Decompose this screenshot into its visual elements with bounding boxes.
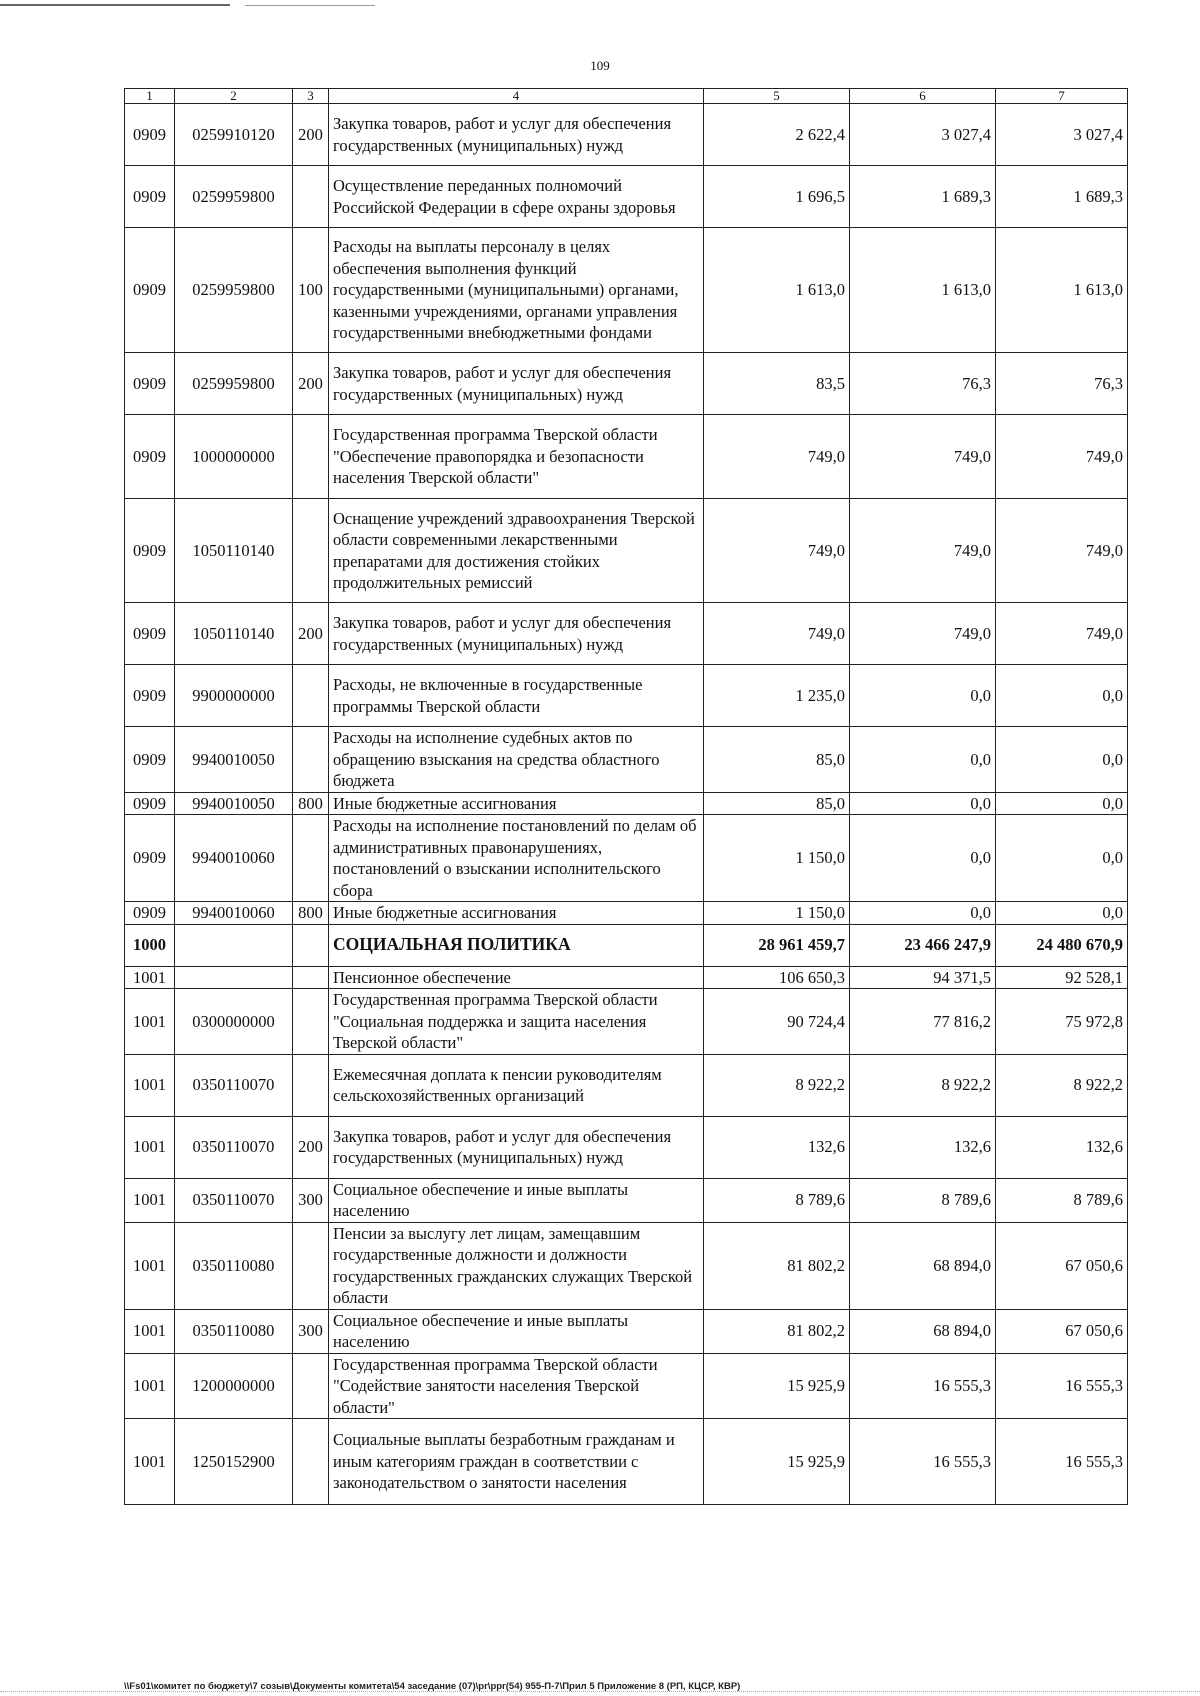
target-code-cell: 1050110140 xyxy=(175,499,293,603)
section-code-cell: 0909 xyxy=(125,228,175,353)
target-code-cell: 0350110070 xyxy=(175,1116,293,1178)
amount-col7-cell: 16 555,3 xyxy=(996,1419,1128,1505)
target-code-cell: 0259959800 xyxy=(175,166,293,228)
target-code-cell: 0259910120 xyxy=(175,104,293,166)
section-code-cell: 1001 xyxy=(125,1178,175,1222)
amount-col6-cell: 23 466 247,9 xyxy=(850,924,996,966)
amount-col6-cell: 16 555,3 xyxy=(850,1419,996,1505)
target-code-cell: 0350110070 xyxy=(175,1054,293,1116)
amount-col6-cell: 76,3 xyxy=(850,353,996,415)
amount-col6-cell: 749,0 xyxy=(850,499,996,603)
description-cell: Иные бюджетные ассигнования xyxy=(329,792,704,815)
section-code-cell: 0909 xyxy=(125,603,175,665)
description-cell: Закупка товаров, работ и услуг для обеспечения государственных (муниципальных) нужд xyxy=(329,104,704,166)
section-code-cell: 0909 xyxy=(125,415,175,499)
expense-type-cell: 800 xyxy=(293,902,329,925)
target-code-cell: 0350110080 xyxy=(175,1222,293,1309)
amount-col7-cell: 0,0 xyxy=(996,815,1128,902)
table-row xyxy=(125,1178,1128,1222)
scan-bottom-line xyxy=(0,1691,1200,1692)
expense-type-cell: 100 xyxy=(293,228,329,353)
amount-col6-cell: 1 689,3 xyxy=(850,166,996,228)
description-cell: Расходы на исполнение судебных актов по обращению взыскания на средства областного бюджета xyxy=(329,727,704,793)
expense-type-cell: 200 xyxy=(293,353,329,415)
amount-col7-cell: 0,0 xyxy=(996,792,1128,815)
section-code-cell: 0909 xyxy=(125,353,175,415)
table-row xyxy=(125,792,1128,815)
amount-col7-cell: 67 050,6 xyxy=(996,1222,1128,1309)
target-code-cell xyxy=(175,966,293,989)
amount-col7-cell: 749,0 xyxy=(996,499,1128,603)
amount-col5-cell: 8 922,2 xyxy=(704,1054,850,1116)
amount-col5-cell: 106 650,3 xyxy=(704,966,850,989)
amount-col6-cell: 68 894,0 xyxy=(850,1309,996,1353)
table-row xyxy=(125,415,1128,499)
amount-col6-cell: 749,0 xyxy=(850,415,996,499)
section-code-cell: 0909 xyxy=(125,792,175,815)
target-code-cell: 0259959800 xyxy=(175,228,293,353)
target-code-cell: 9940010060 xyxy=(175,815,293,902)
table-row xyxy=(125,815,1128,902)
amount-col5-cell: 132,6 xyxy=(704,1116,850,1178)
table-row xyxy=(125,1309,1128,1353)
amount-col7-cell: 75 972,8 xyxy=(996,989,1128,1055)
expense-type-cell xyxy=(293,499,329,603)
section-code-cell: 0909 xyxy=(125,665,175,727)
amount-col5-cell: 8 789,6 xyxy=(704,1178,850,1222)
description-cell: Государственная программа Тверской области "Обеспечение правопорядка и безопасности населения Тверской области" xyxy=(329,415,704,499)
description-cell: Расходы на исполнение постановлений по делам об административных правонарушениях, постановлений о взыскании исполнительского сбора xyxy=(329,815,704,902)
description-cell: Социальные выплаты безработным гражданам и иным категориям граждан в соответствии с законодательством о занятости населения xyxy=(329,1419,704,1505)
amount-col5-cell: 749,0 xyxy=(704,603,850,665)
target-code-cell: 9940010050 xyxy=(175,727,293,793)
target-code-cell: 1050110140 xyxy=(175,603,293,665)
amount-col5-cell: 749,0 xyxy=(704,499,850,603)
description-cell: Государственная программа Тверской области "Социальная поддержка и защита населения Тверской области" xyxy=(329,989,704,1055)
table-row xyxy=(125,989,1128,1055)
description-cell: Ежемесячная доплата к пенсии руководителям сельскохозяйственных организаций xyxy=(329,1054,704,1116)
amount-col5-cell: 1 235,0 xyxy=(704,665,850,727)
file-path-footer: \\Fs01\комитет по бюджету\7 созыв\Документы комитета\54 заседание (07)\pr\ppr(54) 955-П-7\Прил 5 Приложение 8 (РП, КЦСР, КВР) xyxy=(124,1681,741,1692)
expense-type-cell xyxy=(293,1054,329,1116)
amount-col7-cell: 0,0 xyxy=(996,902,1128,925)
table-row xyxy=(125,1222,1128,1309)
expense-type-cell: 200 xyxy=(293,1116,329,1178)
section-code-cell: 0909 xyxy=(125,166,175,228)
table-row xyxy=(125,727,1128,793)
target-code-cell: 9900000000 xyxy=(175,665,293,727)
scan-top-line xyxy=(245,5,375,6)
table-row xyxy=(125,966,1128,989)
column-header: 2 xyxy=(175,89,293,104)
table-row xyxy=(125,1116,1128,1178)
table-row xyxy=(125,1353,1128,1419)
amount-col7-cell: 24 480 670,9 xyxy=(996,924,1128,966)
amount-col6-cell: 0,0 xyxy=(850,902,996,925)
expense-type-cell xyxy=(293,166,329,228)
section-code-cell: 1000 xyxy=(125,924,175,966)
description-cell: Социальное обеспечение и иные выплаты населению xyxy=(329,1178,704,1222)
amount-col5-cell: 15 925,9 xyxy=(704,1353,850,1419)
section-code-cell: 1001 xyxy=(125,1419,175,1505)
column-header: 1 xyxy=(125,89,175,104)
target-code-cell: 1200000000 xyxy=(175,1353,293,1419)
amount-col7-cell: 67 050,6 xyxy=(996,1309,1128,1353)
description-cell: Расходы, не включенные в государственные программы Тверской области xyxy=(329,665,704,727)
section-code-cell: 0909 xyxy=(125,499,175,603)
amount-col5-cell: 81 802,2 xyxy=(704,1309,850,1353)
expense-type-cell: 200 xyxy=(293,603,329,665)
target-code-cell: 0259959800 xyxy=(175,353,293,415)
amount-col7-cell: 8 789,6 xyxy=(996,1178,1128,1222)
amount-col5-cell: 1 150,0 xyxy=(704,902,850,925)
target-code-cell xyxy=(175,924,293,966)
amount-col5-cell: 85,0 xyxy=(704,727,850,793)
table-row xyxy=(125,104,1128,166)
description-cell: Пенсионное обеспечение xyxy=(329,966,704,989)
amount-col5-cell: 15 925,9 xyxy=(704,1419,850,1505)
target-code-cell: 9940010050 xyxy=(175,792,293,815)
amount-col6-cell: 0,0 xyxy=(850,665,996,727)
description-cell: СОЦИАЛЬНАЯ ПОЛИТИКА xyxy=(329,924,704,966)
expense-type-cell xyxy=(293,1222,329,1309)
amount-col6-cell: 749,0 xyxy=(850,603,996,665)
section-code-cell: 1001 xyxy=(125,989,175,1055)
amount-col5-cell: 749,0 xyxy=(704,415,850,499)
amount-col5-cell: 1 150,0 xyxy=(704,815,850,902)
table-row xyxy=(125,499,1128,603)
amount-col6-cell: 77 816,2 xyxy=(850,989,996,1055)
description-cell: Оснащение учреждений здравоохранения Тверской области современными лекарственными препаратами для достижения стойких продолжительных ремиссий xyxy=(329,499,704,603)
section-code-cell: 0909 xyxy=(125,815,175,902)
amount-col5-cell: 81 802,2 xyxy=(704,1222,850,1309)
section-code-cell: 0909 xyxy=(125,104,175,166)
amount-col7-cell: 8 922,2 xyxy=(996,1054,1128,1116)
description-cell: Иные бюджетные ассигнования xyxy=(329,902,704,925)
expense-type-cell: 200 xyxy=(293,104,329,166)
amount-col7-cell: 0,0 xyxy=(996,665,1128,727)
amount-col6-cell: 0,0 xyxy=(850,815,996,902)
target-code-cell: 0300000000 xyxy=(175,989,293,1055)
description-cell: Закупка товаров, работ и услуг для обеспечения государственных (муниципальных) нужд xyxy=(329,353,704,415)
expense-type-cell xyxy=(293,1353,329,1419)
budget-table xyxy=(124,88,1128,1505)
table-row xyxy=(125,902,1128,925)
expense-type-cell xyxy=(293,924,329,966)
amount-col6-cell: 0,0 xyxy=(850,792,996,815)
expense-type-cell: 300 xyxy=(293,1178,329,1222)
description-cell: Социальное обеспечение и иные выплаты населению xyxy=(329,1309,704,1353)
description-cell: Расходы на выплаты персоналу в целях обеспечения выполнения функций государственными (муниципальными) органами, казенными учреждениями, органами управления государственными внебюджетными фондами xyxy=(329,228,704,353)
table-row xyxy=(125,665,1128,727)
target-code-cell: 0350110070 xyxy=(175,1178,293,1222)
target-code-cell: 1250152900 xyxy=(175,1419,293,1505)
description-cell: Закупка товаров, работ и услуг для обеспечения государственных (муниципальных) нужд xyxy=(329,603,704,665)
amount-col5-cell: 85,0 xyxy=(704,792,850,815)
amount-col7-cell: 1 689,3 xyxy=(996,166,1128,228)
description-cell: Государственная программа Тверской области "Содействие занятости населения Тверской области" xyxy=(329,1353,704,1419)
amount-col5-cell: 90 724,4 xyxy=(704,989,850,1055)
amount-col5-cell: 28 961 459,7 xyxy=(704,924,850,966)
amount-col7-cell: 0,0 xyxy=(996,727,1128,793)
expense-type-cell xyxy=(293,815,329,902)
scan-top-line xyxy=(0,4,230,6)
amount-col5-cell: 1 613,0 xyxy=(704,228,850,353)
column-number-row xyxy=(125,89,1128,104)
amount-col6-cell: 1 613,0 xyxy=(850,228,996,353)
section-code-cell: 0909 xyxy=(125,902,175,925)
section-code-cell: 1001 xyxy=(125,1222,175,1309)
description-cell: Пенсии за выслугу лет лицам, замещавшим государственные должности и должности государственных гражданских служащих Тверской области xyxy=(329,1222,704,1309)
expense-type-cell xyxy=(293,415,329,499)
section-code-cell: 1001 xyxy=(125,1309,175,1353)
description-cell: Закупка товаров, работ и услуг для обеспечения государственных (муниципальных) нужд xyxy=(329,1116,704,1178)
table-row xyxy=(125,603,1128,665)
expense-type-cell: 800 xyxy=(293,792,329,815)
table-row xyxy=(125,353,1128,415)
description-cell: Осуществление переданных полномочий Российской Федерации в сфере охраны здоровья xyxy=(329,166,704,228)
amount-col7-cell: 749,0 xyxy=(996,415,1128,499)
amount-col6-cell: 8 789,6 xyxy=(850,1178,996,1222)
amount-col7-cell: 76,3 xyxy=(996,353,1128,415)
amount-col5-cell: 83,5 xyxy=(704,353,850,415)
page-number: 109 xyxy=(590,58,610,73)
column-header: 3 xyxy=(293,89,329,104)
amount-col5-cell: 1 696,5 xyxy=(704,166,850,228)
expense-type-cell xyxy=(293,665,329,727)
amount-col6-cell: 16 555,3 xyxy=(850,1353,996,1419)
table-row xyxy=(125,1054,1128,1116)
expense-type-cell xyxy=(293,1419,329,1505)
amount-col6-cell: 3 027,4 xyxy=(850,104,996,166)
amount-col5-cell: 2 622,4 xyxy=(704,104,850,166)
amount-col6-cell: 68 894,0 xyxy=(850,1222,996,1309)
expense-type-cell: 300 xyxy=(293,1309,329,1353)
column-header: 4 xyxy=(329,89,704,104)
section-code-cell: 1001 xyxy=(125,1353,175,1419)
amount-col6-cell: 8 922,2 xyxy=(850,1054,996,1116)
expense-type-cell xyxy=(293,727,329,793)
amount-col6-cell: 94 371,5 xyxy=(850,966,996,989)
column-header: 6 xyxy=(850,89,996,104)
column-header: 5 xyxy=(704,89,850,104)
expense-type-cell xyxy=(293,989,329,1055)
table-row xyxy=(125,228,1128,353)
amount-col6-cell: 132,6 xyxy=(850,1116,996,1178)
section-code-cell: 1001 xyxy=(125,1116,175,1178)
amount-col7-cell: 3 027,4 xyxy=(996,104,1128,166)
table-row xyxy=(125,166,1128,228)
amount-col7-cell: 1 613,0 xyxy=(996,228,1128,353)
amount-col7-cell: 132,6 xyxy=(996,1116,1128,1178)
target-code-cell: 1000000000 xyxy=(175,415,293,499)
amount-col6-cell: 0,0 xyxy=(850,727,996,793)
table-row xyxy=(125,1419,1128,1505)
column-header: 7 xyxy=(996,89,1128,104)
section-code-cell: 0909 xyxy=(125,727,175,793)
expense-type-cell xyxy=(293,966,329,989)
table-row xyxy=(125,924,1128,966)
target-code-cell: 9940010060 xyxy=(175,902,293,925)
target-code-cell: 0350110080 xyxy=(175,1309,293,1353)
section-code-cell: 1001 xyxy=(125,966,175,989)
amount-col7-cell: 92 528,1 xyxy=(996,966,1128,989)
amount-col7-cell: 16 555,3 xyxy=(996,1353,1128,1419)
amount-col7-cell: 749,0 xyxy=(996,603,1128,665)
section-code-cell: 1001 xyxy=(125,1054,175,1116)
